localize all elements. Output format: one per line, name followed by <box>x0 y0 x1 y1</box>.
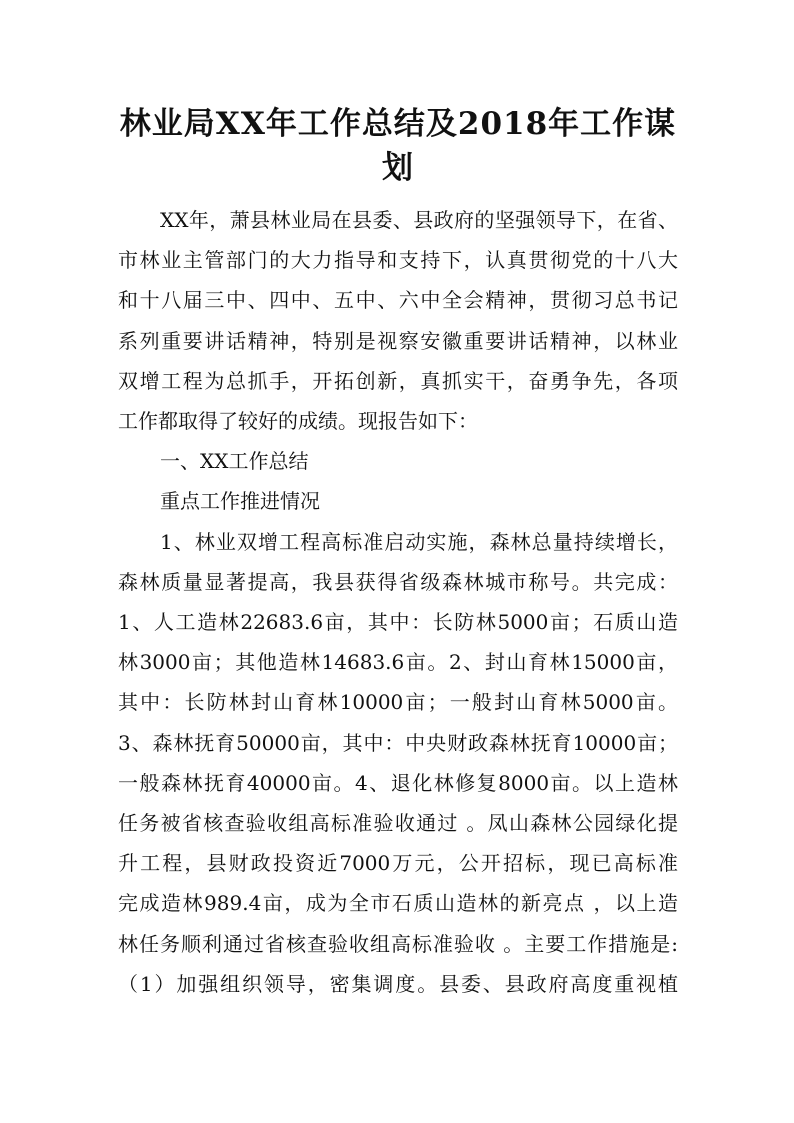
document-title-line-1: 林业局XX年工作总结及2018年工作谋 <box>119 106 677 142</box>
body-line: 工作都取得了较好的成绩。现报告如下： <box>118 409 478 433</box>
body-line: XX年，萧县林业局在县委、县政府的坚强领导下，在省、 <box>160 208 678 232</box>
body-line: （1）加强组织领导，密集调度。县委、县政府高度重视植 <box>118 971 678 996</box>
body-line: 系列重要讲话精神，特别是视察安徽重要讲话精神，以林业 <box>118 328 678 353</box>
body-line: 一般森林抚育40000亩。4、退化林修复8000亩。以上造林 <box>118 770 678 795</box>
body-line: 林3000亩；其他造林14683.6亩。2、封山育林15000亩， <box>118 650 678 675</box>
body-line: 重点工作推进情况 <box>160 489 320 514</box>
body-line: 林任务顺利通过省核查验收组高标准验收 。主要工作措施是: <box>118 931 678 956</box>
body-line: 1、林业双增工程高标准启动实施，森林总量持续增长， <box>160 529 678 554</box>
body-line: 森林质量显著提高，我县获得省级森林城市称号。共完成： <box>118 569 678 594</box>
body-line: 市林业主管部门的大力指导和支持下，认真贯彻党的十八大 <box>118 248 678 273</box>
body-line: 一、XX工作总结 <box>160 449 309 474</box>
body-line: 其中：长防林封山育林10000亩；一般封山育林5000亩。 <box>118 690 678 715</box>
body-line: 1、人工造林22683.6亩，其中：长防林5000亩；石质山造 <box>118 610 678 634</box>
body-line: 任务被省核查验收组高标准验收通过 。凤山森林公园绿化提 <box>118 811 678 835</box>
body-line: 升工程，县财政投资近7000万元，公开招标，现已高标准 <box>118 851 678 876</box>
body-line: 和十八届三中、四中、五中、六中全会精神，贯彻习总书记 <box>118 288 678 313</box>
body-line: 完成造林989.4亩，成为全市石质山造林的新亮点 ，以上造 <box>118 891 678 916</box>
body-line: 双增工程为总抓手，开拓创新，真抓实干，奋勇争先，各项 <box>118 368 678 393</box>
document-title-line-2: 划 <box>382 150 414 186</box>
body-line: 3、森林抚育50000亩，其中：中央财政森林抚育10000亩； <box>118 730 678 755</box>
